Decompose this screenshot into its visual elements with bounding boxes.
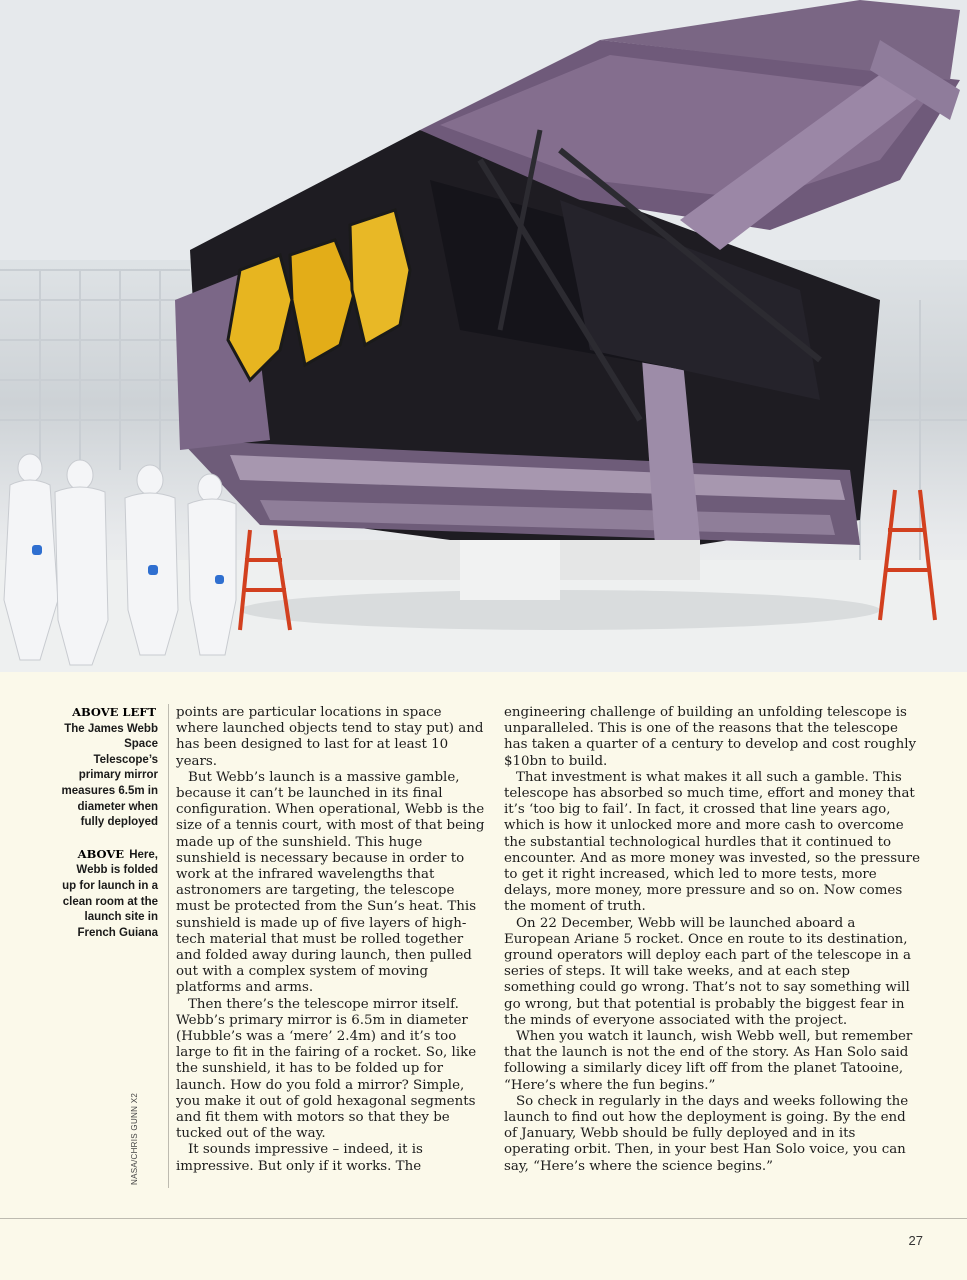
caption-text: The James Webb Space Telescope’s primary mirror measures 6.5m in diameter when fully deployed [61,722,158,829]
paragraph: engineering challenge of building an unfolding telescope is unparalleled. This is one of the reasons that the telescope has taken a quarter of a century to develop and cost roughly $10bn to build. [504,705,917,769]
paragraph: On 22 December, Webb will be launched aboard a European Ariane 5 rocket. Once en route to its destination, ground operators will deploy each part of the telescope in a series of steps. It will take weeks, and at each step something could go wrong. That’s not to say something will go wrong, but that potential is probably the biggest fear in the minds of everyone associated with the project. [504,915,912,1028]
caption-above-left [60,705,158,831]
paragraph: Then there’s the telescope mirror itself. Webb’s primary mirror is 6.5m in diameter (Hubble’s was a ‘mere’ 2.4m) and it’s too large to fit in the fairing of a rocket. So, like the sunshield, it has to be folded up for launch. How do you fold a mirror? Simple, you make it out of gold hexagonal segments and fit them with motors so that they be tucked out of the way. [176,996,477,1142]
article-column-1 [176,705,486,1175]
caption-lead: ABOVE [77,846,125,861]
footer-rule [0,1218,967,1219]
paragraph: That investment is what makes it all such a gamble. This telescope has absorbed so much time, effort and money that it’s ‘too big to fail’. In fact, it crossed that line years ago, which is how it unlocked more and more cash to overcome the substantial technological hurdles that it continued to encounter. And as more money was invested, so the pressure to get it right increased, which led to more tests, more delays, more money, more pressure and so on. Now comes the moment of truth. [504,769,921,915]
paragraph: When you watch it launch, wish Webb well, but remember that the launch is not the end of the story. As Han Solo said following a similarly dicey lift off from the planet Tatooine, “Here’s where the fun begins.” [504,1029,913,1093]
photo-captions [60,705,158,957]
paragraph: points are particular locations in space where launched objects tend to stay put) and has been designed to last for at least 10 years. [176,705,484,769]
article-column-2 [504,705,922,1175]
paragraph: But Webb’s launch is a massive gamble, because it can’t be launched in its final configuration. When operational, Webb is the size of a tennis court, with most of that being made up of the sunshield. This huge sunshield is necessary because in order to work at the infrared wavelengths that astronomers are targeting, the telescope must be protected from the Sun’s heat. This sunshield is made up of five layers of high-tech material that must be rolled together and folded away during launch, then pulled out with a complex system of moving platforms and arms. [176,769,485,996]
caption-above [60,847,158,942]
paragraph: So check in regularly in the days and weeks following the launch to find out how the deployment is going. By the end of January, Webb should be fully deployed and in its operating orbit. Then, in your best Han Solo voice, you can say, “Here’s where the science begins.” [504,1093,909,1174]
page-number: 27 [908,1233,923,1248]
column-divider [168,704,169,1188]
caption-text: Here, Webb is folded up for launch in a clean room at the launch site in French Guiana [62,848,158,939]
paragraph: It sounds impressive – indeed, it is impressive. But only if it works. The [176,1142,423,1174]
photo-credit: NASA/CHRIS GUNN X2 [130,1092,139,1185]
caption-lead: ABOVE LEFT [72,705,156,719]
